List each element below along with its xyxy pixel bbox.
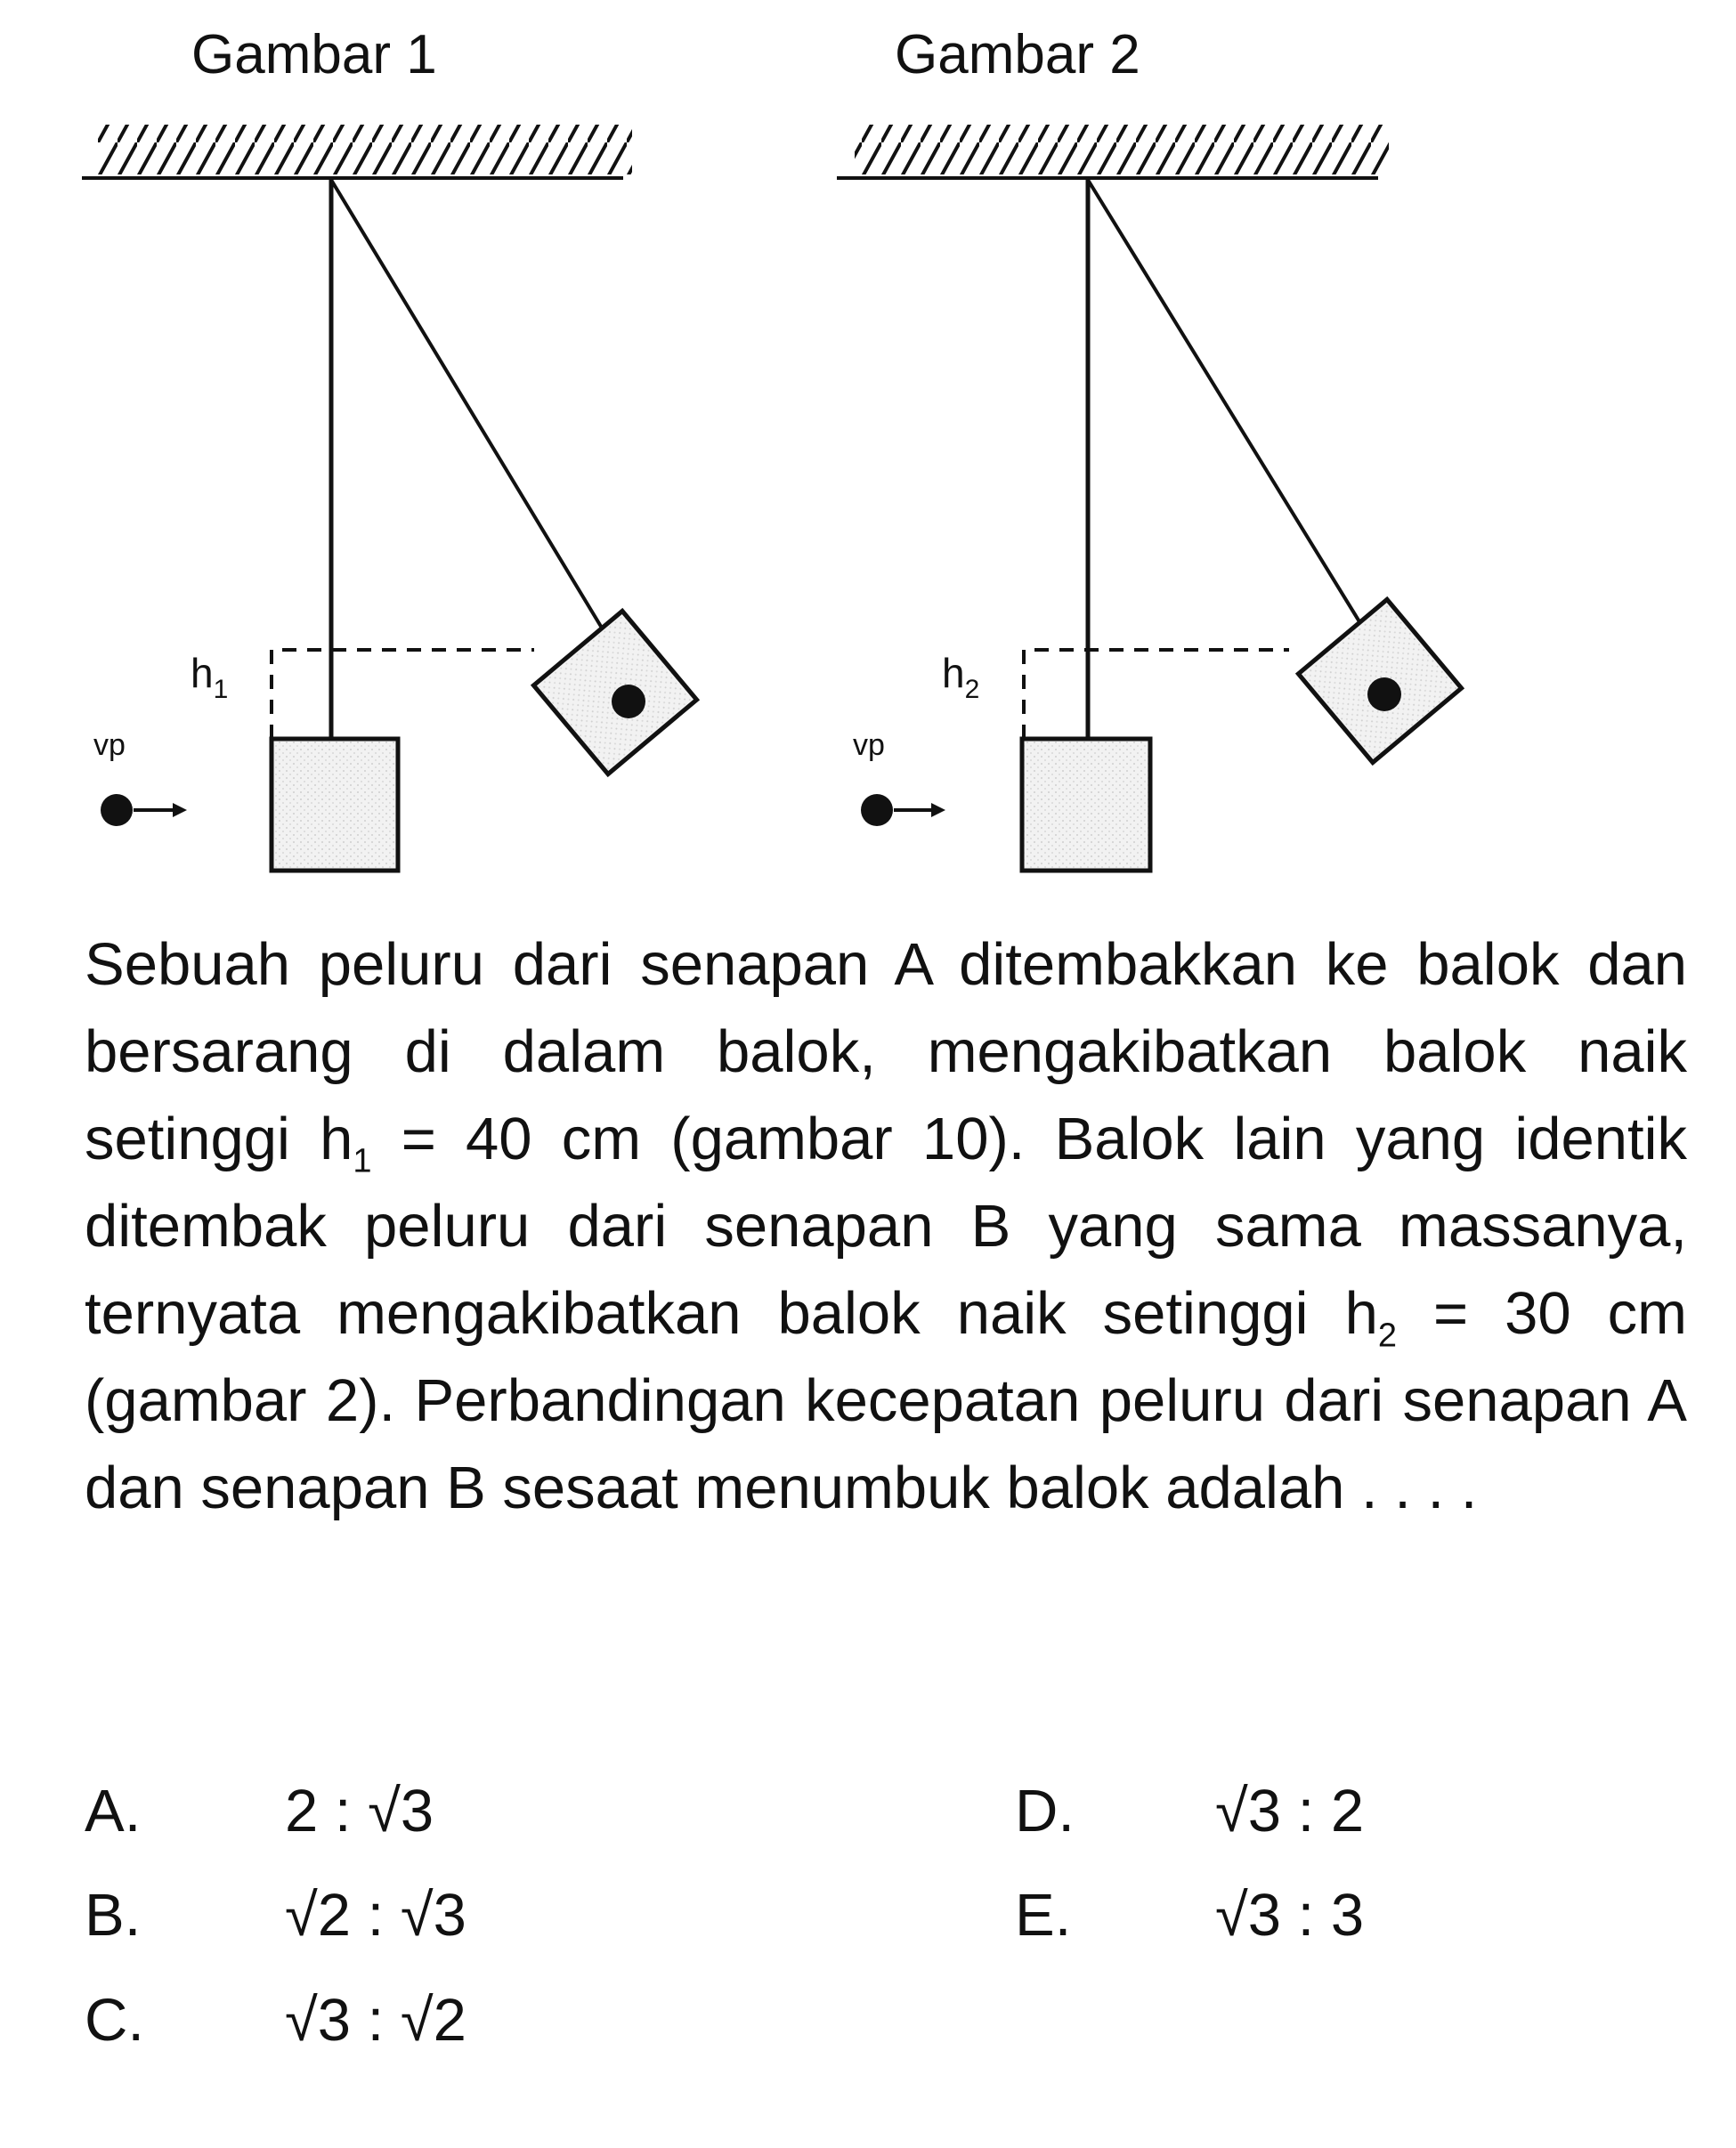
- block-rest: [1022, 739, 1150, 871]
- option-b[interactable]: [85, 1880, 466, 1951]
- question-text: [85, 921, 1687, 1532]
- option-e[interactable]: [1015, 1880, 1364, 1951]
- velocity-label-2: vp: [853, 728, 885, 762]
- option-text: 2 : √3: [285, 1778, 434, 1844]
- arrow-icon: [894, 803, 945, 817]
- subscript-1: 1: [353, 1142, 372, 1180]
- subscript-2: 2: [1377, 1317, 1397, 1355]
- figure-2: [837, 24, 1462, 871]
- figure-1-title: Gambar 1: [191, 24, 437, 85]
- option-text: √3 : 3: [1215, 1882, 1365, 1949]
- height-dashed-line: [1024, 650, 1289, 739]
- block-rest: [272, 739, 398, 871]
- option-letter: A.: [85, 1778, 142, 1844]
- embedded-bullet: [1367, 677, 1401, 711]
- option-letter: E.: [1015, 1882, 1072, 1949]
- option-d[interactable]: [1015, 1776, 1364, 1847]
- string-swung: [331, 180, 605, 634]
- option-text: √3 : √2: [285, 1987, 466, 2054]
- velocity-label-1: vp: [93, 728, 126, 762]
- bullet-2: [861, 794, 893, 826]
- question-part-3: = 30 cm (gambar 2). Perbandingan kecepatan peluru dari senapan A dan senapan B sesaat menumbuk balok adalah . . . .: [85, 1280, 1687, 1521]
- question-part-2: = 40 cm (gambar 10). Balok lain yang identik ditembak peluru dari senapan B yang sama massanya, ternyata mengakibatkan balok naik setinggi h: [85, 1106, 1688, 1347]
- figure-2-title: Gambar 2: [895, 24, 1140, 85]
- height-dashed-line: [272, 650, 534, 739]
- arrow-icon: [134, 803, 187, 817]
- option-letter: B.: [85, 1882, 142, 1949]
- option-text: √2 : √3: [285, 1882, 466, 1949]
- embedded-bullet: [612, 685, 645, 718]
- figure-1: [82, 24, 697, 871]
- pendulum-figure: [0, 0, 1736, 890]
- ceiling-hatch: [82, 125, 632, 178]
- option-letter: C.: [85, 1987, 144, 2054]
- option-a[interactable]: [85, 1776, 434, 1847]
- string-swung: [1088, 180, 1360, 623]
- option-text: √3 : 2: [1215, 1778, 1365, 1844]
- bullet-1: [101, 794, 133, 826]
- option-c[interactable]: [85, 1985, 466, 2056]
- ceiling-hatch: [837, 125, 1389, 178]
- height-label-2: $h_2$: [942, 650, 980, 704]
- option-letter: D.: [1015, 1778, 1075, 1844]
- question-part-1: Sebuah peluru dari senapan A ditembakkan ke balok dan bersarang di dalam balok, mengakibatkan balok naik setinggi h: [85, 931, 1687, 1172]
- height-label-1: $h_1$: [191, 650, 229, 704]
